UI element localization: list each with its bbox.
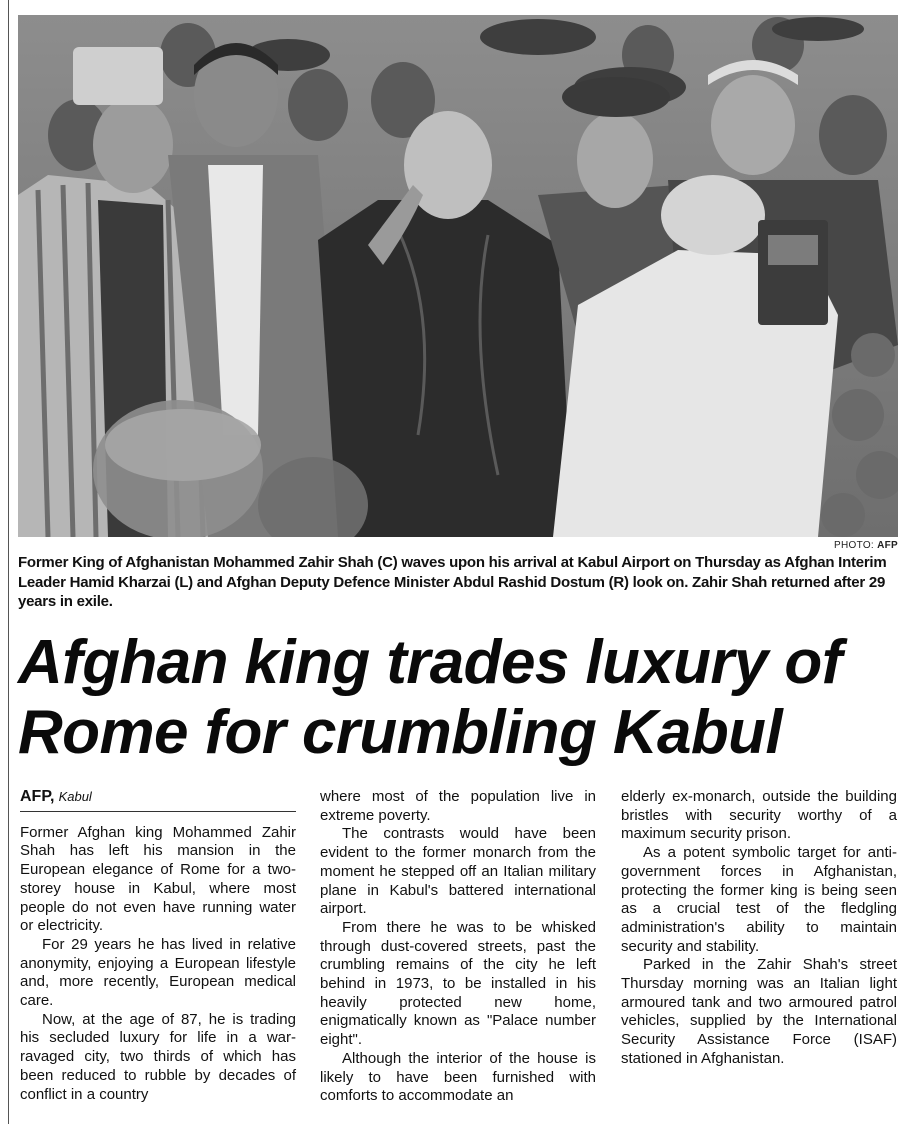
headline-line-1: Afghan king trades luxury of xyxy=(18,628,842,697)
photo-credit xyxy=(834,540,898,551)
paragraph: elderly ex-monarch, outside the building bristles with security worthy of a maximum security prison. xyxy=(621,788,897,843)
page-margin-rule xyxy=(8,0,9,1124)
photo-credit-source: AFP xyxy=(877,540,898,551)
paragraph: For 29 years he has lived in relative anonymity, enjoying a European lifestyle and, more recently, European medical care. xyxy=(20,935,296,1010)
paragraph: Now, at the age of 87, he is trading his secluded luxury for life in a war-ravaged city, two thirds of which has been reduced to rubble by decades of conflict in a country xyxy=(20,1010,296,1103)
headline xyxy=(18,628,898,768)
paragraph: Former Afghan king Mohammed Zahir Shah has left his mansion in the European elegance of Rome for a two-storey house in Kabul, where most people do not even have running water or electricity. xyxy=(20,823,296,935)
byline-place: Kabul xyxy=(58,789,92,804)
paragraph: Although the interior of the house is likely to have been furnished with comforts to accommodate an xyxy=(320,1049,596,1105)
article-column-3 xyxy=(621,788,897,1069)
paragraph: where most of the population live in extreme poverty. xyxy=(320,788,596,824)
byline-agency: AFP, xyxy=(20,788,55,805)
news-photo xyxy=(18,15,898,537)
photo-caption: Former King of Afghanistan Mohammed Zahir Shah (C) waves upon his arrival at Kabul Airport on Thursday as Afghan Interim Leader Hamid Kharzai (L) and Afghan Deputy Defence Minister Abdul Rashid Dostum (R) look on. Zahir Shah returned after 29 years in exile. xyxy=(18,554,887,610)
article-column-2 xyxy=(320,788,596,1106)
paragraph: From there he was to be whisked through dust-covered streets, past the crumbling remains of the city he left behind in 1973, to be installed in his heavily protected new home, enigmatically known as "Palace number eight". xyxy=(320,918,596,1049)
article-column-1 xyxy=(20,788,296,1104)
headline-line-2: Rome for crumbling Kabul xyxy=(18,698,783,767)
paragraph: As a potent symbolic target for anti-government forces in Afghanistan, protecting the former king is being seen as a crucial test of the fledgling administration's ability to maintain security and stability. xyxy=(621,844,897,955)
byline xyxy=(20,788,296,812)
photo-credit-label: PHOTO: xyxy=(834,540,874,551)
paragraph: The contrasts would have been evident to the former monarch from the moment he stepped off an Italian military plane in Kabul's battered international airport. xyxy=(320,825,596,918)
paragraph: Parked in the Zahir Shah's street Thursday morning was an Italian light armoured tank and two armoured patrol vehicles, supplied by the International Security Assistance Force (ISAF) stationed in Afghanistan. xyxy=(621,956,897,1067)
